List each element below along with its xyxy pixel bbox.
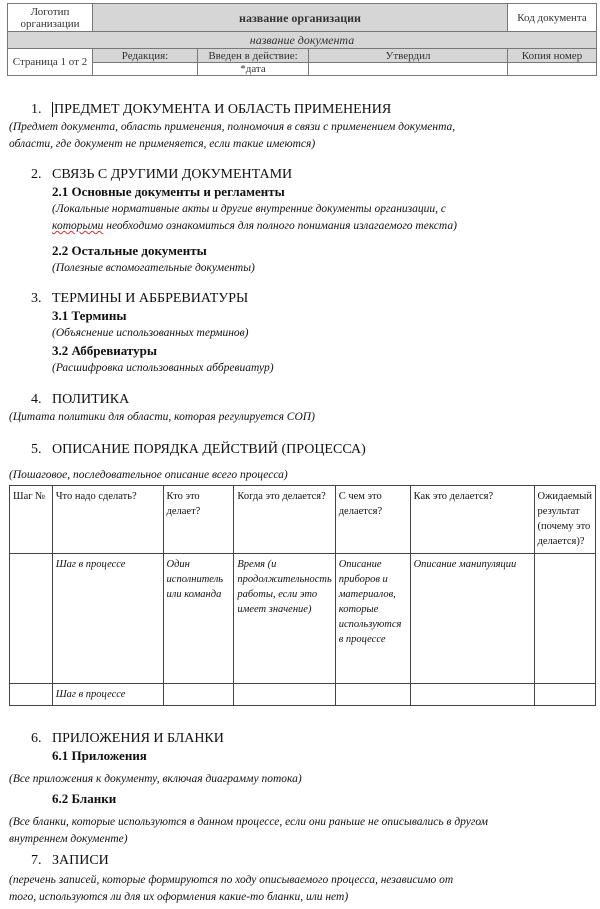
section-2-1-text-line-1: (Локальные нормативные акты и другие внутренние документы организации, с <box>52 203 446 215</box>
document-header-table <box>7 3 597 76</box>
effective-date-label: Введен в действие: <box>198 49 309 63</box>
section-6-1-text: (Все приложения к документу, включая диаграмму потока) <box>9 773 302 785</box>
section-4-heading: 4. ПОЛИТИКА <box>31 392 130 407</box>
col-header-who: Кто это делает? <box>163 486 234 554</box>
doc-name-cell: название документа <box>8 32 597 49</box>
table-cell <box>10 554 53 684</box>
section-3-1-text: (Объяснение использованных терминов) <box>52 327 249 339</box>
section-1-heading: 1. ПРЕДМЕТ ДОКУМЕНТА И ОБЛАСТЬ ПРИМЕНЕНИЯ <box>31 102 392 117</box>
section-2-heading: 2. СВЯЗЬ С ДРУГИМИ ДОКУМЕНТАМИ <box>31 167 293 182</box>
page-number-cell: Страница 1 от 2 <box>8 49 93 76</box>
col-header-with-what: С чем это делается? <box>335 486 410 554</box>
section-1-text-line-1: (Предмет документа, область применения, полномочия в связи с применением документа, <box>9 121 456 133</box>
section-2-1-heading: 2.1 Основные документы и регламенты <box>52 184 285 199</box>
section-1-text-line-2: области, где документ не применяется, если такие имеются) <box>9 138 316 150</box>
table-row <box>10 684 596 706</box>
table-cell: Один исполнитель или команда <box>163 554 234 684</box>
section-5-text: (Пошаговое, последовательное описание всего процесса) <box>9 469 288 481</box>
table-cell <box>234 684 335 706</box>
org-name-cell: название организации <box>93 4 508 32</box>
table-cell: Шаг в процессе <box>52 684 163 706</box>
section-4-text: (Цитата политики для области, которая регулируется СОП) <box>9 411 315 423</box>
table-cell <box>163 684 234 706</box>
table-cell <box>534 684 595 706</box>
edition-cell: Редакция: <box>93 49 198 63</box>
section-3-2-text: (Расшифровка использованных аббревиатур) <box>52 362 274 374</box>
section-6-2-heading: 6.2 Бланки <box>52 791 117 806</box>
col-header-result: Ожидаемый результат (почему это делается)? <box>534 486 595 554</box>
effective-date-value: *дата <box>198 63 309 76</box>
section-3-2-heading: 3.2 Аббревиатуры <box>52 343 157 358</box>
copy-number-cell: Копия номер <box>508 49 597 63</box>
table-cell: Описание приборов и материалов, которые используются в процессе <box>335 554 410 684</box>
section-2-2-text: (Полезные вспомогательные документы) <box>52 262 255 274</box>
section-3-heading: 3. ТЕРМИНЫ И АББРЕВИАТУРЫ <box>31 291 249 306</box>
section-7-text-line-2: того, используются ли для их оформления какие-то бланки, или нет) <box>9 891 349 903</box>
col-header-step: Шаг № <box>10 486 53 554</box>
logo-cell: Логотип организации <box>8 4 93 32</box>
doc-code-cell: Код документа <box>508 4 597 32</box>
section-7-text-line-1: (перечень записей, которые формируются по ходу описываемого процесса, независимо от <box>9 874 454 886</box>
col-header-how: Как это делается? <box>410 486 534 554</box>
table-cell <box>10 684 53 706</box>
table-cell: Время (и продолжительность работы, если это имеет значение) <box>234 554 335 684</box>
section-6-1-heading: 6.1 Приложения <box>52 748 147 763</box>
table-cell <box>534 554 595 684</box>
section-5-heading: 5. ОПИСАНИЕ ПОРЯДКА ДЕЙСТВИЙ (ПРОЦЕССА) <box>31 442 366 457</box>
section-2-2-heading: 2.2 Остальные документы <box>52 243 207 258</box>
section-7-heading: 7. ЗАПИСИ <box>31 853 109 868</box>
section-6-2-text-line-2: внутреннем документе) <box>9 833 128 845</box>
table-cell: Описание манипуляции <box>410 554 534 684</box>
section-2-1-text-line-2: которыми необходимо ознакомиться для полного понимания излагаемого текста) <box>52 220 457 232</box>
table-cell <box>410 684 534 706</box>
section-3-1-heading: 3.1 Термины <box>52 308 127 323</box>
section-6-2-text-line-1: (Все бланки, которые используются в данном процессе, если они раньше не описывались в другом <box>9 816 488 828</box>
table-row <box>10 554 596 684</box>
section-6-heading: 6. ПРИЛОЖЕНИЯ И БЛАНКИ <box>31 731 224 746</box>
col-header-when: Когда это делается? <box>234 486 335 554</box>
process-steps-table <box>9 485 596 706</box>
table-cell <box>335 684 410 706</box>
col-header-what: Что надо сделать? <box>52 486 163 554</box>
table-cell: Шаг в процессе <box>52 554 163 684</box>
approved-by-cell: Утвердил <box>309 49 508 63</box>
